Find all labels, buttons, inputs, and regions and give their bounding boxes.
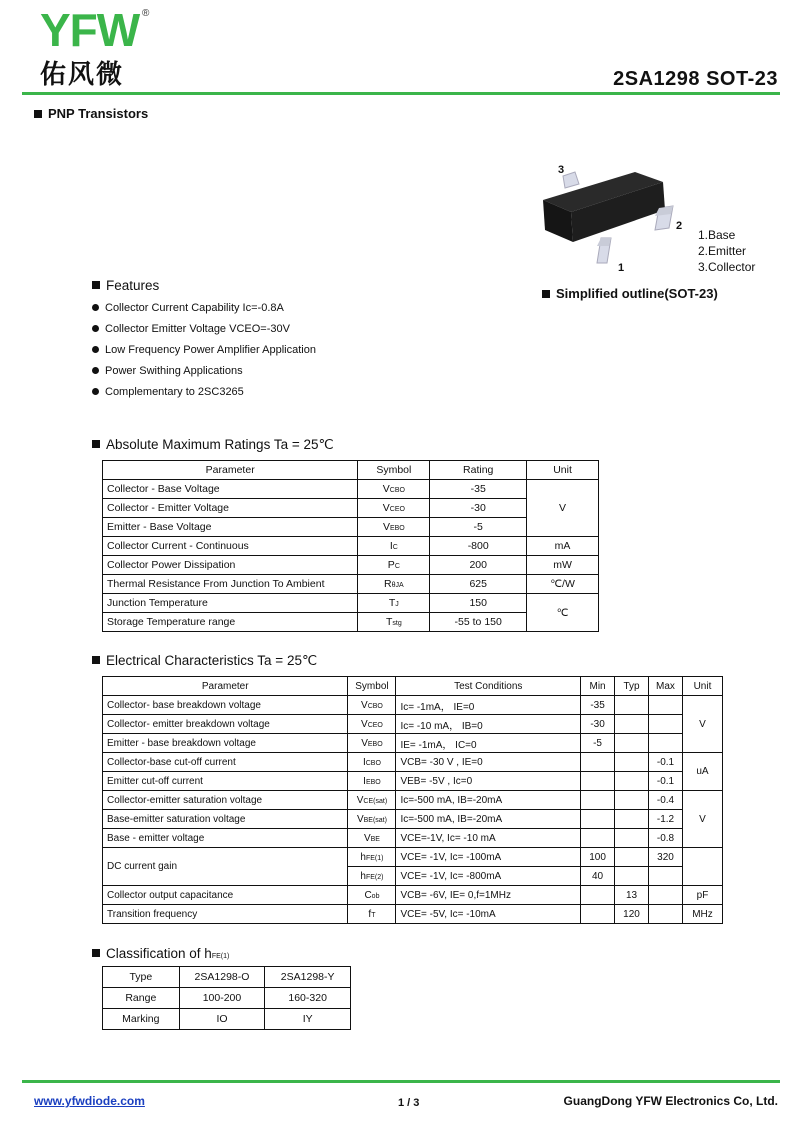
condition-cell: Ic= -1mA， IE=0 (396, 696, 581, 715)
param-cell: Collector-base cut-off current (103, 753, 348, 772)
page-number: 1 / 3 (398, 1097, 420, 1109)
symbol-cell (348, 715, 396, 734)
table-row (103, 696, 723, 715)
symbol-sub: BE (370, 835, 380, 843)
package-caption (542, 286, 718, 301)
table-row (103, 499, 599, 518)
max-cell (649, 696, 683, 715)
typ-cell (615, 791, 649, 810)
typ-cell (615, 753, 649, 772)
unit-cell: uA (682, 753, 722, 791)
value-cell: 100-200 (179, 988, 265, 1009)
logo-chinese: 佑风微 (40, 60, 125, 90)
symbol-sub: FE(2) (365, 873, 384, 881)
max-cell: -0.8 (649, 829, 683, 848)
condition-cell: Ic=-500 mA, IB=-20mA (396, 810, 581, 829)
column-header: Unit (682, 677, 722, 696)
param-cell: Collector - Base Voltage (103, 480, 358, 499)
classification-title-sub: FE(1) (211, 953, 230, 960)
param-cell: Collector - Emitter Voltage (103, 499, 358, 518)
param-cell: Collector Power Dissipation (103, 556, 358, 575)
table-row (103, 772, 723, 791)
max-cell (649, 867, 683, 886)
symbol-cell (348, 886, 396, 905)
pin-legend-1: 1.Base (698, 228, 736, 242)
table-row (103, 1009, 351, 1030)
column-header: Type (103, 967, 180, 988)
symbol-main: T (385, 616, 393, 628)
features-title: Features (106, 278, 160, 293)
symbol-cell (358, 480, 430, 499)
param-cell: Collector-emitter saturation voltage (103, 791, 348, 810)
symbol-main: V (361, 737, 368, 749)
bullet-icon (92, 388, 99, 395)
rating-cell: -30 (430, 499, 527, 518)
table-row (103, 810, 723, 829)
symbol-main: I (389, 540, 393, 552)
table-row (103, 791, 723, 810)
table-row (103, 480, 599, 499)
company-name: GuangDong YFW Electronics Co, Ltd. (563, 1094, 778, 1108)
condition-cell: VCB= -30 V , IE=0 (396, 753, 581, 772)
symbol-sub: CBO (389, 487, 405, 494)
symbol-cell (348, 848, 396, 867)
abs-max-heading (92, 437, 334, 453)
column-header: Symbol (348, 677, 396, 696)
symbol-sub: CBO (367, 702, 383, 710)
symbol-main: V (382, 521, 390, 533)
unit-cell: V (527, 480, 599, 537)
max-cell: -0.1 (649, 772, 683, 791)
abs-max-title: Absolute Maximum Ratings Ta = 25℃ (106, 437, 334, 452)
max-cell (649, 715, 683, 734)
condition-cell: VCE= -1V, Ic= -100mA (396, 848, 581, 867)
param-cell: Emitter cut-off current (103, 772, 348, 791)
typ-cell: 120 (615, 905, 649, 924)
table-row (103, 734, 723, 753)
param-cell: Thermal Resistance From Junction To Ambient (103, 575, 358, 594)
table-row (103, 575, 599, 594)
param-cell: Junction Temperature (103, 594, 358, 613)
table-row (103, 829, 723, 848)
column-header: Test Conditions (396, 677, 581, 696)
bullet-icon (92, 346, 99, 353)
symbol-sub: stg (392, 620, 402, 627)
symbol-main: h (360, 851, 366, 863)
row-label-cell: Range (103, 988, 180, 1009)
table-row (103, 886, 723, 905)
classification-heading (92, 946, 229, 961)
max-cell (649, 905, 683, 924)
table-row (103, 556, 599, 575)
condition-cell: Ic= -10 mA， IB=0 (396, 715, 581, 734)
rating-cell: -5 (430, 518, 527, 537)
max-cell: -0.4 (649, 791, 683, 810)
min-cell: 40 (581, 867, 615, 886)
symbol-main: V (363, 832, 371, 844)
symbol-main: V (382, 502, 390, 514)
symbol-sub: CEO (389, 506, 405, 513)
registered-mark: ® (142, 8, 150, 19)
bottom-rule (22, 1080, 780, 1083)
param-cell: Collector output capacitance (103, 886, 348, 905)
symbol-main: V (361, 699, 368, 711)
symbol-main: I (363, 775, 366, 787)
elec-heading (92, 653, 317, 669)
symbol-sub: C (392, 544, 398, 551)
condition-cell: VEB= -5V , Ic=0 (396, 772, 581, 791)
abs-max-table (102, 460, 599, 632)
feature-item (92, 382, 316, 403)
condition-cell: VCB= -6V, IE= 0,f=1MHz (396, 886, 581, 905)
pin-number-2: 2 (676, 220, 683, 232)
table-row (103, 715, 723, 734)
symbol-cell (358, 575, 430, 594)
rating-cell: -35 (430, 480, 527, 499)
symbol-main: f (368, 908, 372, 920)
column-header: Rating (430, 461, 527, 480)
symbol-sub: CBO (365, 759, 381, 767)
bullet-icon (92, 367, 99, 374)
symbol-cell (358, 556, 430, 575)
elec-title: Electrical Characteristics Ta = 25℃ (106, 653, 318, 668)
symbol-main: R (384, 578, 392, 590)
param-cell: Collector- base breakdown voltage (103, 696, 348, 715)
symbol-main: C (364, 889, 372, 901)
unit-cell: V (682, 791, 722, 848)
symbol-sub: FE(1) (365, 854, 384, 862)
unit-cell: V (682, 696, 722, 753)
symbol-sub: CEO (367, 721, 383, 729)
feature-text: Complementary to 2SC3265 (105, 386, 244, 398)
symbol-cell (348, 829, 396, 848)
max-cell (649, 886, 683, 905)
symbol-sub: J (395, 601, 399, 608)
table-header-row (103, 461, 599, 480)
param-cell: Base-emitter saturation voltage (103, 810, 348, 829)
symbol-sub: EBO (389, 525, 405, 532)
symbol-sub: EBO (367, 740, 383, 748)
symbol-cell (348, 791, 396, 810)
table-row (103, 848, 723, 867)
unit-cell (682, 848, 722, 886)
category-label: PNP Transistors (48, 106, 149, 121)
typ-cell (615, 829, 649, 848)
typ-cell: 13 (615, 886, 649, 905)
rating-cell: 200 (430, 556, 527, 575)
symbol-main: V (356, 813, 364, 825)
symbol-cell (348, 905, 396, 924)
square-bullet-icon (542, 290, 550, 298)
website-link[interactable]: www.yfwdiode.com (34, 1094, 145, 1108)
square-bullet-icon (92, 656, 100, 664)
row-label-cell: Marking (103, 1009, 180, 1030)
typ-cell (615, 867, 649, 886)
column-header: 2SA1298-Y (265, 967, 351, 988)
min-cell (581, 829, 615, 848)
feature-text: Collector Current Capability Ic=-0.8A (105, 302, 284, 314)
unit-cell: mW (527, 556, 599, 575)
square-bullet-icon (92, 281, 100, 289)
feature-item (92, 298, 316, 319)
symbol-sub: EBO (365, 778, 381, 786)
square-bullet-icon (92, 440, 100, 448)
param-cell: Storage Temperature range (103, 613, 358, 632)
classification-title: Classification of h (106, 946, 212, 961)
min-cell: 100 (581, 848, 615, 867)
symbol-cell (358, 518, 430, 537)
table-header-row (103, 967, 351, 988)
symbol-cell (348, 867, 396, 886)
symbol-cell (348, 753, 396, 772)
param-cell: Emitter - base breakdown voltage (103, 734, 348, 753)
min-cell: -5 (581, 734, 615, 753)
symbol-cell (348, 696, 396, 715)
feature-text: Low Frequency Power Amplifier Application (105, 344, 316, 356)
classification-table (102, 966, 351, 1030)
symbol-cell (358, 499, 430, 518)
rating-cell: -55 to 150 (430, 613, 527, 632)
symbol-cell (348, 772, 396, 791)
unit-cell: ℃ (527, 594, 599, 632)
param-cell: Emitter - Base Voltage (103, 518, 358, 537)
max-cell: -1.2 (649, 810, 683, 829)
param-cell: Transition frequency (103, 905, 348, 924)
symbol-main: h (360, 870, 366, 882)
feature-text: Power Swithing Applications (105, 365, 243, 377)
symbol-cell (348, 734, 396, 753)
symbol-sub: T (371, 911, 376, 919)
param-cell: Base - emitter voltage (103, 829, 348, 848)
typ-cell (615, 810, 649, 829)
square-bullet-icon (34, 110, 42, 118)
symbol-sub: BE(sat) (363, 816, 387, 824)
value-cell: IY (265, 1009, 351, 1030)
square-bullet-icon (92, 949, 100, 957)
pin-number-3: 3 (558, 164, 565, 176)
features-list (92, 298, 316, 403)
min-cell (581, 772, 615, 791)
rating-cell: 625 (430, 575, 527, 594)
feature-item (92, 340, 316, 361)
condition-cell: Ic=-500 mA, IB=-20mA (396, 791, 581, 810)
top-rule (22, 92, 780, 95)
column-header: Parameter (103, 461, 358, 480)
pin-legend-2: 2.Emitter (698, 244, 747, 258)
rating-cell: -800 (430, 537, 527, 556)
package-caption-text: Simplified outline(SOT-23) (556, 286, 718, 301)
table-row (103, 905, 723, 924)
symbol-main: V (382, 483, 390, 495)
column-header: Max (649, 677, 683, 696)
symbol-main: T (388, 597, 396, 609)
max-cell (649, 734, 683, 753)
feature-item (92, 361, 316, 382)
table-row (103, 594, 599, 613)
typ-cell (615, 772, 649, 791)
table-row (103, 537, 599, 556)
unit-cell: mA (527, 537, 599, 556)
table-header-row (103, 677, 723, 696)
unit-cell: pF (682, 886, 722, 905)
unit-cell: MHz (682, 905, 722, 924)
min-cell: -35 (581, 696, 615, 715)
condition-cell: IE= -1mA， IC=0 (396, 734, 581, 753)
condition-cell: VCE=-1V, Ic= -10 mA (396, 829, 581, 848)
condition-cell: VCE= -1V, Ic= -800mA (396, 867, 581, 886)
symbol-cell (358, 594, 430, 613)
features-heading (92, 278, 159, 293)
table-row (103, 988, 351, 1009)
min-cell: -30 (581, 715, 615, 734)
column-header: Typ (615, 677, 649, 696)
max-cell: -0.1 (649, 753, 683, 772)
symbol-cell (358, 613, 430, 632)
symbol-main: V (361, 718, 368, 730)
condition-cell: VCE= -5V, Ic= -10mA (396, 905, 581, 924)
category-heading (34, 106, 148, 121)
column-header: Min (581, 677, 615, 696)
typ-cell (615, 734, 649, 753)
rating-cell: 150 (430, 594, 527, 613)
typ-cell (615, 715, 649, 734)
param-cell: Collector Current - Continuous (103, 537, 358, 556)
symbol-sub: C (394, 563, 400, 570)
table-row (103, 613, 599, 632)
min-cell (581, 791, 615, 810)
symbol-sub: CE(sat) (363, 797, 388, 805)
symbol-main: V (356, 794, 364, 806)
value-cell: 160-320 (265, 988, 351, 1009)
column-header: Unit (527, 461, 599, 480)
column-header: Parameter (103, 677, 348, 696)
feature-item (92, 319, 316, 340)
min-cell (581, 905, 615, 924)
sot23-package-image (535, 160, 695, 270)
value-cell: IO (179, 1009, 265, 1030)
table-row (103, 753, 723, 772)
pin-legend (698, 227, 755, 275)
max-cell: 320 (649, 848, 683, 867)
typ-cell (615, 696, 649, 715)
symbol-sub: θJA (391, 582, 404, 589)
bullet-icon (92, 325, 99, 332)
part-title: 2SA1298 SOT-23 (613, 68, 778, 90)
pin-number-1: 1 (618, 262, 625, 274)
symbol-cell (348, 810, 396, 829)
logo-letters: YFW (40, 4, 140, 56)
min-cell (581, 886, 615, 905)
feature-text: Collector Emitter Voltage VCEO=-30V (105, 323, 290, 335)
param-cell: Collector- emitter breakdown voltage (103, 715, 348, 734)
table-row (103, 518, 599, 537)
pin-legend-3: 3.Collector (698, 260, 756, 274)
typ-cell (615, 848, 649, 867)
unit-cell: ℃/W (527, 575, 599, 594)
column-header: Symbol (358, 461, 430, 480)
min-cell (581, 810, 615, 829)
param-cell: DC current gain (103, 848, 348, 886)
symbol-main: P (387, 559, 395, 571)
symbol-main: I (362, 756, 366, 768)
elec-table (102, 676, 723, 924)
symbol-cell (358, 537, 430, 556)
symbol-sub: ob (371, 892, 380, 900)
min-cell (581, 753, 615, 772)
bullet-icon (92, 304, 99, 311)
column-header: 2SA1298-O (179, 967, 265, 988)
